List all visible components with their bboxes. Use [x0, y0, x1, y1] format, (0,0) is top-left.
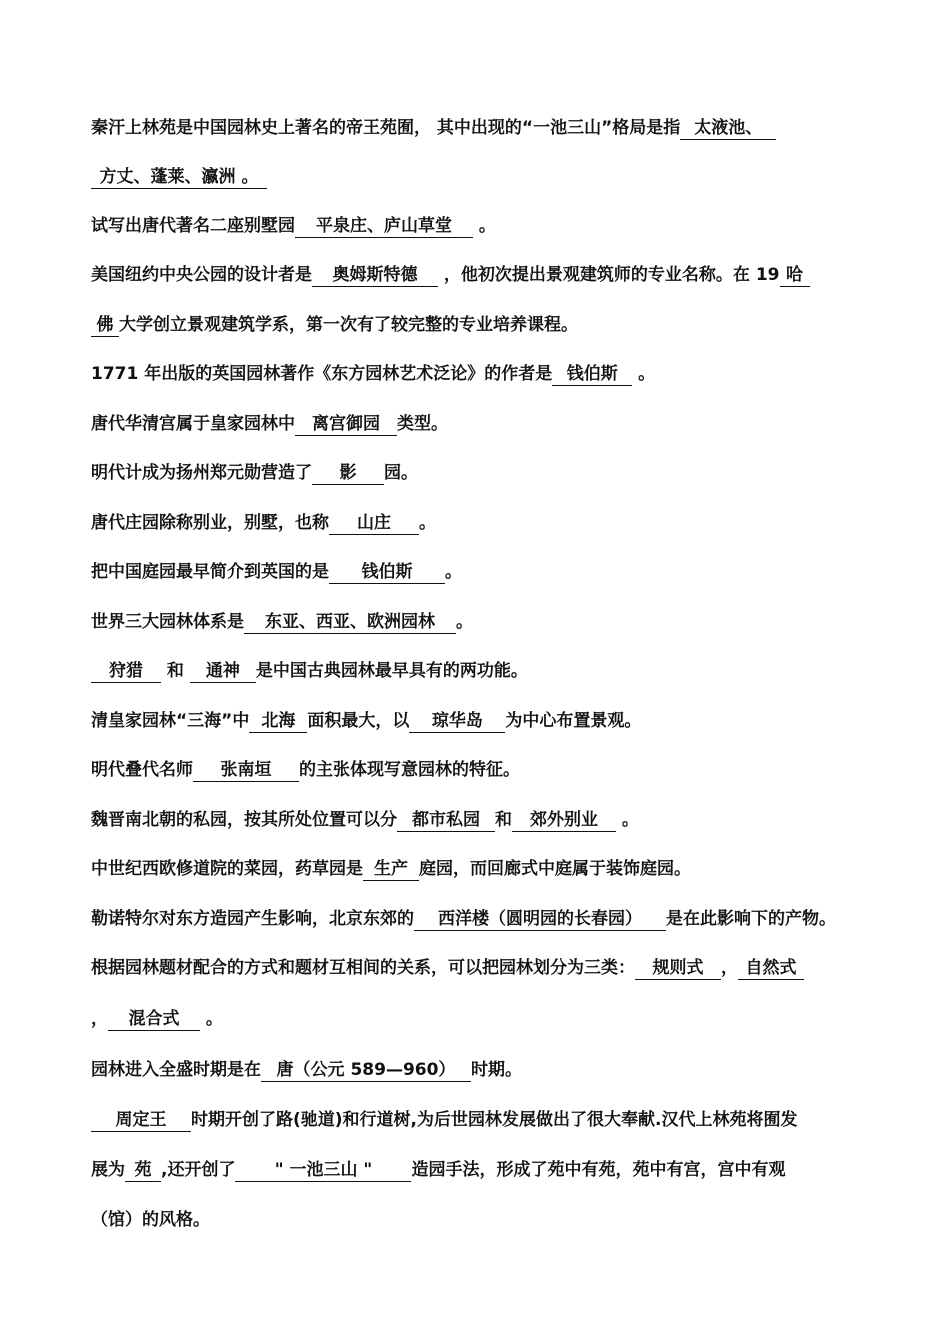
question-text: 园。 [384, 463, 418, 483]
answer-blank: 方丈、蓬莱、瀛洲 。 [91, 166, 267, 189]
question-text: 是在此影响下的产物。 [666, 909, 836, 929]
question-text: 。 [616, 810, 639, 830]
question-line [91, 1208, 886, 1232]
question-line [91, 956, 886, 980]
answer-blank: 郊外别业 [512, 809, 616, 832]
question-text: 秦汗上林苑是中国园林史上著名的帝王苑囿， 其中出现的“一池三山”格局是指 [91, 118, 681, 138]
question-text: 。 [419, 513, 436, 533]
question-text: 唐代华清宫属于皇家园林中 [91, 414, 295, 434]
answer-blank: 唐（公元 589—960） [261, 1059, 471, 1082]
question-text: 唐代庄园除称别业，别墅，也称 [91, 513, 329, 533]
question-line [91, 362, 886, 386]
question-text: 勒诺特尔对东方造园产生影响，北京东郊的 [91, 909, 414, 929]
answer-blank: 生产 [363, 858, 419, 881]
question-text: 根据园林题材配合的方式和题材互相间的关系，可以把园林划分为三类： [91, 958, 635, 978]
question-text: ， [721, 958, 738, 978]
question-text: 清皇家园林“三海”中 [91, 711, 250, 731]
question-text: （馆）的风格。 [91, 1210, 210, 1230]
question-text: 庭园，而回廊式中庭属于装饰庭园。 [419, 859, 691, 879]
question-text: 时期开创了路(驰道)和行道树,为后世园林发展做出了很大奉献.汉代上林苑将囿发 [191, 1110, 798, 1130]
question-text: 造园手法，形成了苑中有苑，苑中有宫，宫中有观 [411, 1160, 786, 1180]
question-line [91, 412, 886, 436]
question-line [91, 758, 886, 782]
question-line [91, 116, 886, 140]
answer-blank: 周定王 [91, 1109, 191, 1132]
question-line [91, 461, 886, 485]
answer-blank: 山庄 [329, 512, 419, 535]
answer-blank: 琼华岛 [409, 710, 505, 733]
answer-blank: 哈 [780, 264, 810, 287]
question-line [91, 1108, 886, 1132]
question-text: 。 [456, 612, 473, 632]
question-text: 魏晋南北朝的私园，按其所处位置可以分 [91, 810, 397, 830]
question-text: 时期。 [471, 1060, 522, 1080]
question-text: 和 [161, 661, 190, 681]
question-text: ,还开创了 [161, 1160, 236, 1180]
question-text: 园林进入全盛时期是在 [91, 1060, 261, 1080]
question-line [91, 659, 886, 683]
answer-blank: " 一池三山 " [235, 1159, 411, 1182]
answer-blank: 自然式 [738, 957, 804, 980]
question-line [91, 165, 886, 189]
answer-blank: 狩猎 [91, 660, 161, 683]
question-line [91, 1007, 886, 1031]
answer-blank: 都市私园 [397, 809, 495, 832]
question-text: 世界三大园林体系是 [91, 612, 244, 632]
answer-blank: 佛 [91, 314, 119, 337]
answer-blank: 离宫御园 [295, 413, 397, 436]
question-text: 类型。 [397, 414, 448, 434]
question-line [91, 610, 886, 634]
question-text: 的主张体现写意园林的特征。 [299, 760, 520, 780]
question-line [91, 808, 886, 832]
question-line [91, 1158, 886, 1182]
answer-blank: 西洋楼（圆明园的长春园） [414, 908, 666, 931]
question-text: 1771 年出版的英国园林著作《东方园林艺术泛论》的作者是 [91, 364, 553, 384]
answer-blank: 苑 [125, 1159, 161, 1182]
question-line [91, 263, 886, 287]
answer-blank: 钱伯斯 [552, 363, 632, 386]
question-text: 和 [495, 810, 512, 830]
answer-blank: 张南垣 [193, 759, 299, 782]
answer-blank: 平泉庄、庐山草堂 [295, 215, 473, 238]
question-text: ， [91, 1009, 108, 1029]
question-text: 为中心布置景观。 [505, 711, 642, 731]
question-text: 。 [632, 364, 656, 384]
question-text: 试写出唐代著名二座别墅园 [91, 216, 295, 236]
question-text: 明代叠代名师 [91, 760, 193, 780]
question-text: 。 [473, 216, 496, 236]
question-line [91, 709, 886, 733]
question-text: 展为 [91, 1160, 125, 1180]
answer-blank: 奥姆斯特德 [312, 264, 438, 287]
question-text: 面积最大，以 [307, 711, 410, 731]
question-text: 。 [200, 1009, 223, 1029]
answer-blank: 东亚、西亚、欧洲园林 [244, 611, 456, 634]
question-text: ，他初次提出景观建筑师的专业名称。在 19 [438, 265, 780, 285]
question-line [91, 560, 886, 584]
question-line [91, 907, 886, 931]
answer-blank: 通神 [190, 660, 256, 683]
question-line [91, 313, 886, 337]
answer-blank: 太液池、 [680, 117, 776, 140]
question-line [91, 214, 886, 238]
question-text: 把中国庭园最早简介到英国的是 [91, 562, 329, 582]
question-text: 明代计成为扬州郑元勋营造了 [91, 463, 312, 483]
question-text: 大学创立景观建筑学系，第一次有了较完整的专业培养课程。 [119, 315, 578, 335]
answer-blank: 混合式 [108, 1008, 200, 1031]
answer-blank: 钱伯斯 [329, 561, 445, 584]
question-text: 美国纽约中央公园的设计者是 [91, 265, 312, 285]
question-text: 。 [445, 562, 462, 582]
question-text: 是中国古典园林最早具有的两功能。 [255, 661, 528, 681]
question-line [91, 1058, 886, 1082]
question-line [91, 511, 886, 535]
answer-blank: 规则式 [635, 957, 721, 980]
answer-blank: 影 [312, 462, 384, 485]
question-text: 中世纪西欧修道院的菜园，药草园是 [91, 859, 363, 879]
answer-blank: 北海 [249, 710, 307, 733]
question-line [91, 857, 886, 881]
